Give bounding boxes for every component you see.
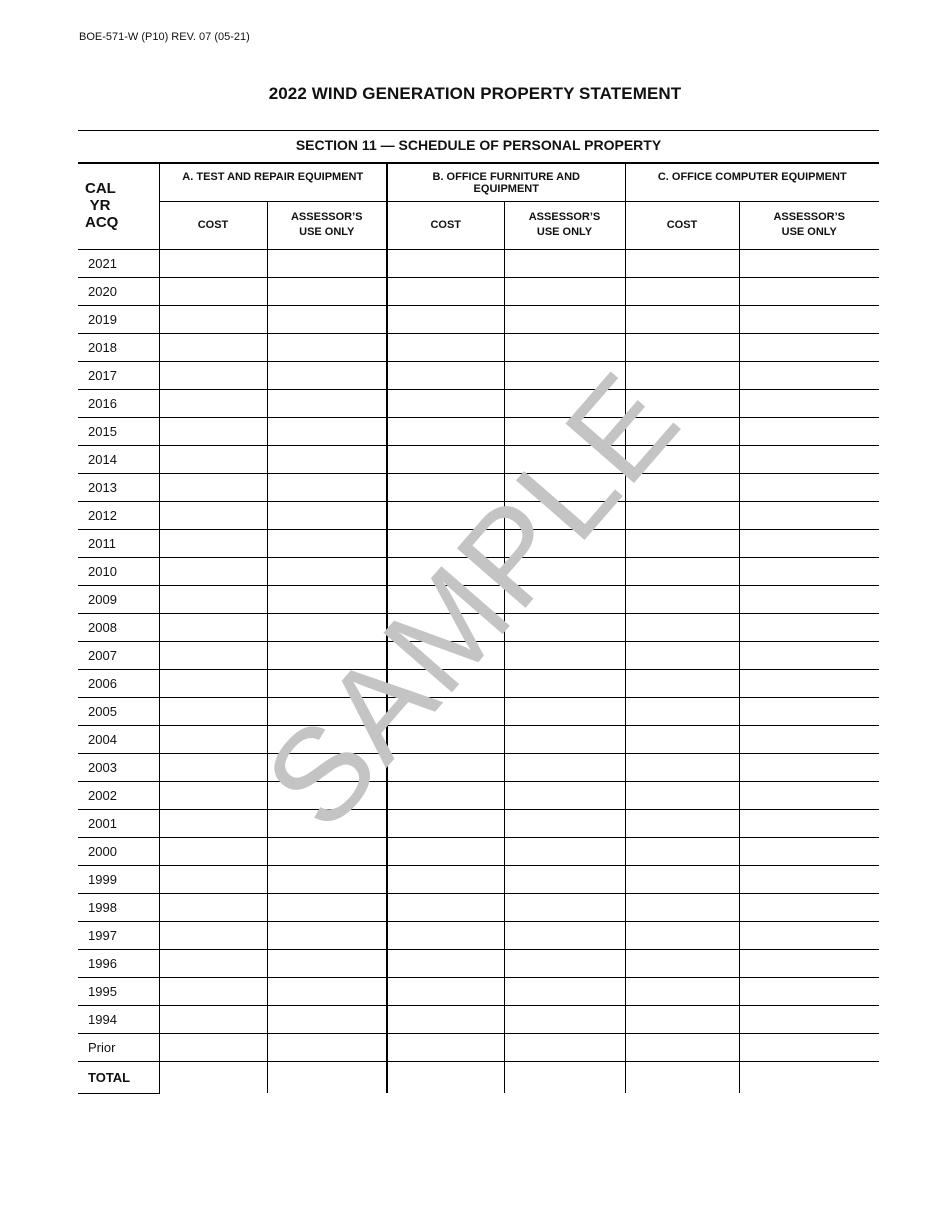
b-cost-cell[interactable] bbox=[387, 669, 504, 697]
a-cost-cell[interactable] bbox=[159, 1033, 267, 1061]
c-cost-cell[interactable] bbox=[625, 1033, 739, 1061]
c-cost-cell[interactable] bbox=[625, 613, 739, 641]
a-cost-cell[interactable] bbox=[159, 333, 267, 361]
c-assessor-cell bbox=[739, 809, 879, 837]
table-row bbox=[78, 1005, 879, 1033]
a-assessor-cell bbox=[267, 389, 387, 417]
a-assessor-cell bbox=[267, 949, 387, 977]
b-cost-cell[interactable] bbox=[387, 333, 504, 361]
b-assessor-cell bbox=[504, 305, 625, 333]
year-label: 1995 bbox=[78, 977, 159, 1005]
c-assessor-cell bbox=[739, 725, 879, 753]
c-assessor-cell bbox=[739, 389, 879, 417]
b-assessor-header bbox=[504, 201, 625, 249]
c-cost-cell[interactable] bbox=[625, 669, 739, 697]
acq-label: ACQ bbox=[85, 214, 119, 232]
a-assessor-cell bbox=[267, 445, 387, 473]
b-assessor-cell bbox=[504, 529, 625, 557]
b-assessor-cell bbox=[504, 389, 625, 417]
b-assessor-cell bbox=[504, 809, 625, 837]
a-assessor-cell bbox=[267, 361, 387, 389]
c-cost-cell[interactable] bbox=[625, 249, 739, 277]
a-cost-cell[interactable] bbox=[159, 529, 267, 557]
table-row bbox=[78, 333, 879, 361]
year-label: 1996 bbox=[78, 949, 159, 977]
a-assessor-cell bbox=[267, 921, 387, 949]
form-id: BOE-571-W (P10) REV. 07 (05-21) bbox=[79, 31, 250, 43]
b-cost-cell[interactable] bbox=[387, 501, 504, 529]
c-assessor-cell bbox=[739, 305, 879, 333]
b-assessor-cell bbox=[504, 445, 625, 473]
table-row bbox=[78, 249, 879, 277]
category-b-line1: B. OFFICE FURNITURE AND bbox=[432, 171, 580, 183]
c-assessor-cell bbox=[739, 473, 879, 501]
c-assessor-cell bbox=[739, 641, 879, 669]
c-cost-cell[interactable] bbox=[625, 529, 739, 557]
a-cost-header: COST bbox=[159, 201, 267, 249]
table-row bbox=[78, 277, 879, 305]
c-cost-cell[interactable] bbox=[625, 697, 739, 725]
b-cost-cell[interactable] bbox=[387, 865, 504, 893]
assessor-line2: USE ONLY bbox=[781, 226, 837, 238]
a-assessor-cell bbox=[267, 1005, 387, 1033]
c-cost-cell[interactable] bbox=[625, 921, 739, 949]
a-cost-cell[interactable] bbox=[159, 949, 267, 977]
b-assessor-cell bbox=[504, 585, 625, 613]
year-label: 1994 bbox=[78, 1005, 159, 1033]
a-assessor-cell bbox=[267, 837, 387, 865]
b-assessor-cell bbox=[504, 1005, 625, 1033]
b-assessor-cell bbox=[504, 417, 625, 445]
a-cost-cell[interactable] bbox=[159, 417, 267, 445]
table-row bbox=[78, 893, 879, 921]
total-row bbox=[78, 1061, 879, 1093]
personal-property-schedule bbox=[78, 163, 879, 1094]
c-cost-cell[interactable] bbox=[625, 445, 739, 473]
cal-yr-acq-header bbox=[78, 163, 159, 249]
b-cost-cell[interactable] bbox=[387, 697, 504, 725]
c-assessor-cell bbox=[739, 1005, 879, 1033]
c-assessor-cell bbox=[739, 753, 879, 781]
c-assessor-cell bbox=[739, 1061, 879, 1093]
a-assessor-cell bbox=[267, 893, 387, 921]
watermark-text: SAMPLE bbox=[236, 345, 708, 855]
b-cost-cell[interactable] bbox=[387, 473, 504, 501]
category-b-header bbox=[387, 163, 625, 201]
c-assessor-cell bbox=[739, 865, 879, 893]
yr-label: YR bbox=[89, 197, 111, 215]
table-row bbox=[78, 529, 879, 557]
a-assessor-cell bbox=[267, 753, 387, 781]
b-assessor-cell bbox=[504, 277, 625, 305]
c-assessor-cell bbox=[739, 669, 879, 697]
b-cost-header: COST bbox=[387, 201, 504, 249]
table-row bbox=[78, 865, 879, 893]
assessor-line2: USE ONLY bbox=[536, 226, 593, 238]
b-assessor-cell bbox=[504, 501, 625, 529]
a-assessor-cell bbox=[267, 277, 387, 305]
assessor-line1: ASSESSOR’S bbox=[290, 211, 363, 223]
c-cost-cell[interactable] bbox=[625, 809, 739, 837]
table-row bbox=[78, 361, 879, 389]
a-cost-cell[interactable] bbox=[159, 697, 267, 725]
table-row bbox=[78, 473, 879, 501]
a-cost-cell[interactable] bbox=[159, 781, 267, 809]
c-assessor-cell bbox=[739, 585, 879, 613]
year-label: 1999 bbox=[78, 865, 159, 893]
year-label: 1997 bbox=[78, 921, 159, 949]
b-assessor-cell bbox=[504, 725, 625, 753]
a-assessor-cell bbox=[267, 697, 387, 725]
c-cost-cell[interactable] bbox=[625, 1005, 739, 1033]
a-assessor-header bbox=[267, 201, 387, 249]
a-cost-cell[interactable] bbox=[159, 557, 267, 585]
year-label: Prior bbox=[78, 1033, 159, 1061]
b-assessor-cell bbox=[504, 1033, 625, 1061]
b-cost-cell[interactable] bbox=[387, 781, 504, 809]
c-assessor-cell bbox=[739, 837, 879, 865]
a-cost-cell[interactable] bbox=[159, 585, 267, 613]
b-assessor-cell bbox=[504, 977, 625, 1005]
table-row bbox=[78, 585, 879, 613]
a-assessor-cell bbox=[267, 585, 387, 613]
c-cost-cell[interactable] bbox=[625, 753, 739, 781]
a-cost-cell[interactable] bbox=[159, 753, 267, 781]
c-assessor-cell bbox=[739, 361, 879, 389]
a-cost-cell[interactable] bbox=[159, 1005, 267, 1033]
c-cost-cell[interactable] bbox=[625, 1061, 739, 1093]
a-assessor-cell bbox=[267, 669, 387, 697]
year-label: 2005 bbox=[78, 697, 159, 725]
year-label: 2006 bbox=[78, 669, 159, 697]
table-row bbox=[78, 697, 879, 725]
b-assessor-cell bbox=[504, 865, 625, 893]
a-assessor-cell bbox=[267, 557, 387, 585]
c-assessor-cell bbox=[739, 613, 879, 641]
b-cost-cell[interactable] bbox=[387, 557, 504, 585]
a-cost-cell[interactable] bbox=[159, 501, 267, 529]
table-row bbox=[78, 445, 879, 473]
year-label: 2017 bbox=[78, 361, 159, 389]
c-cost-cell[interactable] bbox=[625, 417, 739, 445]
a-cost-cell[interactable] bbox=[159, 921, 267, 949]
a-cost-cell[interactable] bbox=[159, 389, 267, 417]
c-cost-cell[interactable] bbox=[625, 333, 739, 361]
table-row bbox=[78, 557, 879, 585]
c-cost-cell[interactable] bbox=[625, 977, 739, 1005]
a-assessor-cell bbox=[267, 809, 387, 837]
b-cost-cell[interactable] bbox=[387, 893, 504, 921]
b-cost-cell[interactable] bbox=[387, 585, 504, 613]
year-label: 2000 bbox=[78, 837, 159, 865]
b-assessor-cell bbox=[504, 557, 625, 585]
b-cost-cell[interactable] bbox=[387, 1061, 504, 1093]
a-cost-cell[interactable] bbox=[159, 277, 267, 305]
c-cost-cell[interactable] bbox=[625, 277, 739, 305]
b-assessor-cell bbox=[504, 473, 625, 501]
b-cost-cell[interactable] bbox=[387, 249, 504, 277]
a-assessor-cell bbox=[267, 977, 387, 1005]
table-row bbox=[78, 305, 879, 333]
table-row bbox=[78, 669, 879, 697]
b-cost-cell[interactable] bbox=[387, 921, 504, 949]
c-cost-cell[interactable] bbox=[625, 389, 739, 417]
a-cost-cell[interactable] bbox=[159, 669, 267, 697]
b-cost-cell[interactable] bbox=[387, 529, 504, 557]
c-assessor-cell bbox=[739, 277, 879, 305]
a-cost-cell[interactable] bbox=[159, 249, 267, 277]
b-assessor-cell bbox=[504, 697, 625, 725]
year-label: 2021 bbox=[78, 249, 159, 277]
year-label: 2016 bbox=[78, 389, 159, 417]
year-label: 2020 bbox=[78, 277, 159, 305]
a-assessor-cell bbox=[267, 613, 387, 641]
c-assessor-header bbox=[739, 201, 879, 249]
b-assessor-cell bbox=[504, 753, 625, 781]
c-assessor-cell bbox=[739, 249, 879, 277]
a-cost-cell[interactable] bbox=[159, 893, 267, 921]
cal-label: CAL bbox=[85, 180, 116, 198]
a-assessor-cell bbox=[267, 641, 387, 669]
table-row bbox=[78, 725, 879, 753]
a-cost-cell[interactable] bbox=[159, 445, 267, 473]
a-cost-cell[interactable] bbox=[159, 641, 267, 669]
page-title: 2022 WIND GENERATION PROPERTY STATEMENT bbox=[268, 84, 682, 103]
b-assessor-cell bbox=[504, 781, 625, 809]
year-label: 2015 bbox=[78, 417, 159, 445]
year-label: 2004 bbox=[78, 725, 159, 753]
c-cost-cell[interactable] bbox=[625, 837, 739, 865]
b-cost-cell[interactable] bbox=[387, 445, 504, 473]
c-assessor-cell bbox=[739, 445, 879, 473]
c-assessor-cell bbox=[739, 921, 879, 949]
c-assessor-cell bbox=[739, 893, 879, 921]
c-cost-cell[interactable] bbox=[625, 557, 739, 585]
a-assessor-cell bbox=[267, 1061, 387, 1093]
b-cost-cell[interactable] bbox=[387, 641, 504, 669]
b-cost-cell[interactable] bbox=[387, 809, 504, 837]
a-assessor-cell bbox=[267, 781, 387, 809]
b-assessor-cell bbox=[504, 1061, 625, 1093]
a-assessor-cell bbox=[267, 865, 387, 893]
table-row bbox=[78, 809, 879, 837]
table-row bbox=[78, 977, 879, 1005]
a-assessor-cell bbox=[267, 725, 387, 753]
section-title: SECTION 11 — SCHEDULE OF PERSONAL PROPERTY bbox=[295, 137, 662, 153]
a-cost-cell[interactable] bbox=[159, 977, 267, 1005]
b-cost-cell[interactable] bbox=[387, 753, 504, 781]
b-assessor-cell bbox=[504, 669, 625, 697]
assessor-line1: ASSESSOR’S bbox=[528, 211, 601, 223]
category-a-header: A. TEST AND REPAIR EQUIPMENT bbox=[159, 163, 387, 201]
a-cost-cell[interactable] bbox=[159, 305, 267, 333]
c-assessor-cell bbox=[739, 1033, 879, 1061]
b-assessor-cell bbox=[504, 613, 625, 641]
b-cost-cell[interactable] bbox=[387, 361, 504, 389]
c-cost-header: COST bbox=[625, 201, 739, 249]
b-assessor-cell bbox=[504, 837, 625, 865]
schedule-body bbox=[78, 249, 879, 1093]
b-cost-cell[interactable] bbox=[387, 305, 504, 333]
c-assessor-cell bbox=[739, 529, 879, 557]
year-label: 2001 bbox=[78, 809, 159, 837]
a-assessor-cell bbox=[267, 501, 387, 529]
c-assessor-cell bbox=[739, 501, 879, 529]
table-row bbox=[78, 1033, 879, 1061]
b-assessor-cell bbox=[504, 249, 625, 277]
assessor-line1: ASSESSOR’S bbox=[773, 211, 846, 223]
c-cost-cell[interactable] bbox=[625, 305, 739, 333]
year-label: 2008 bbox=[78, 613, 159, 641]
a-cost-cell[interactable] bbox=[159, 473, 267, 501]
c-cost-cell[interactable] bbox=[625, 949, 739, 977]
c-cost-cell[interactable] bbox=[625, 725, 739, 753]
c-assessor-cell bbox=[739, 781, 879, 809]
total-label: TOTAL bbox=[78, 1061, 159, 1093]
c-cost-cell[interactable] bbox=[625, 893, 739, 921]
c-cost-cell[interactable] bbox=[625, 585, 739, 613]
c-cost-cell[interactable] bbox=[625, 473, 739, 501]
a-assessor-cell bbox=[267, 1033, 387, 1061]
a-assessor-cell bbox=[267, 249, 387, 277]
b-cost-cell[interactable] bbox=[387, 1005, 504, 1033]
b-assessor-cell bbox=[504, 333, 625, 361]
table-row bbox=[78, 389, 879, 417]
b-cost-cell[interactable] bbox=[387, 277, 504, 305]
b-cost-cell[interactable] bbox=[387, 1033, 504, 1061]
c-assessor-cell bbox=[739, 977, 879, 1005]
table-row bbox=[78, 641, 879, 669]
b-assessor-cell bbox=[504, 893, 625, 921]
c-cost-cell[interactable] bbox=[625, 641, 739, 669]
b-cost-cell[interactable] bbox=[387, 949, 504, 977]
c-cost-cell[interactable] bbox=[625, 781, 739, 809]
a-assessor-cell bbox=[267, 417, 387, 445]
a-assessor-cell bbox=[267, 529, 387, 557]
a-cost-cell[interactable] bbox=[159, 809, 267, 837]
table-row bbox=[78, 781, 879, 809]
year-label: 2013 bbox=[78, 473, 159, 501]
table-row bbox=[78, 949, 879, 977]
year-label: 2010 bbox=[78, 557, 159, 585]
year-label: 2003 bbox=[78, 753, 159, 781]
year-label: 2014 bbox=[78, 445, 159, 473]
a-cost-cell[interactable] bbox=[159, 613, 267, 641]
table-row bbox=[78, 921, 879, 949]
b-cost-cell[interactable] bbox=[387, 417, 504, 445]
table-row bbox=[78, 613, 879, 641]
table-row bbox=[78, 753, 879, 781]
b-cost-cell[interactable] bbox=[387, 725, 504, 753]
a-cost-cell[interactable] bbox=[159, 865, 267, 893]
a-cost-cell[interactable] bbox=[159, 725, 267, 753]
assessor-line2: USE ONLY bbox=[299, 226, 355, 238]
a-assessor-cell bbox=[267, 473, 387, 501]
c-assessor-cell bbox=[739, 333, 879, 361]
table-row bbox=[78, 837, 879, 865]
c-cost-cell[interactable] bbox=[625, 865, 739, 893]
c-cost-cell[interactable] bbox=[625, 361, 739, 389]
year-label: 2002 bbox=[78, 781, 159, 809]
b-cost-cell[interactable] bbox=[387, 389, 504, 417]
b-cost-cell[interactable] bbox=[387, 977, 504, 1005]
b-cost-cell[interactable] bbox=[387, 837, 504, 865]
c-assessor-cell bbox=[739, 557, 879, 585]
category-b-line2: EQUIPMENT bbox=[473, 183, 539, 195]
year-label: 2011 bbox=[78, 529, 159, 557]
b-assessor-cell bbox=[504, 361, 625, 389]
c-assessor-cell bbox=[739, 949, 879, 977]
year-label: 2018 bbox=[78, 333, 159, 361]
a-cost-cell[interactable] bbox=[159, 837, 267, 865]
b-assessor-cell bbox=[504, 949, 625, 977]
c-cost-cell[interactable] bbox=[625, 501, 739, 529]
year-label: 2007 bbox=[78, 641, 159, 669]
year-label: 1998 bbox=[78, 893, 159, 921]
b-assessor-cell bbox=[504, 921, 625, 949]
b-assessor-cell bbox=[504, 641, 625, 669]
a-assessor-cell bbox=[267, 333, 387, 361]
year-label: 2012 bbox=[78, 501, 159, 529]
table-row bbox=[78, 417, 879, 445]
a-assessor-cell bbox=[267, 305, 387, 333]
year-label: 2019 bbox=[78, 305, 159, 333]
c-assessor-cell bbox=[739, 417, 879, 445]
table-row bbox=[78, 501, 879, 529]
b-cost-cell[interactable] bbox=[387, 613, 504, 641]
category-c-header: C. OFFICE COMPUTER EQUIPMENT bbox=[625, 163, 879, 201]
section-rule-top bbox=[78, 130, 879, 131]
a-cost-cell[interactable] bbox=[159, 361, 267, 389]
c-assessor-cell bbox=[739, 697, 879, 725]
a-cost-cell[interactable] bbox=[159, 1061, 267, 1093]
year-label: 2009 bbox=[78, 585, 159, 613]
